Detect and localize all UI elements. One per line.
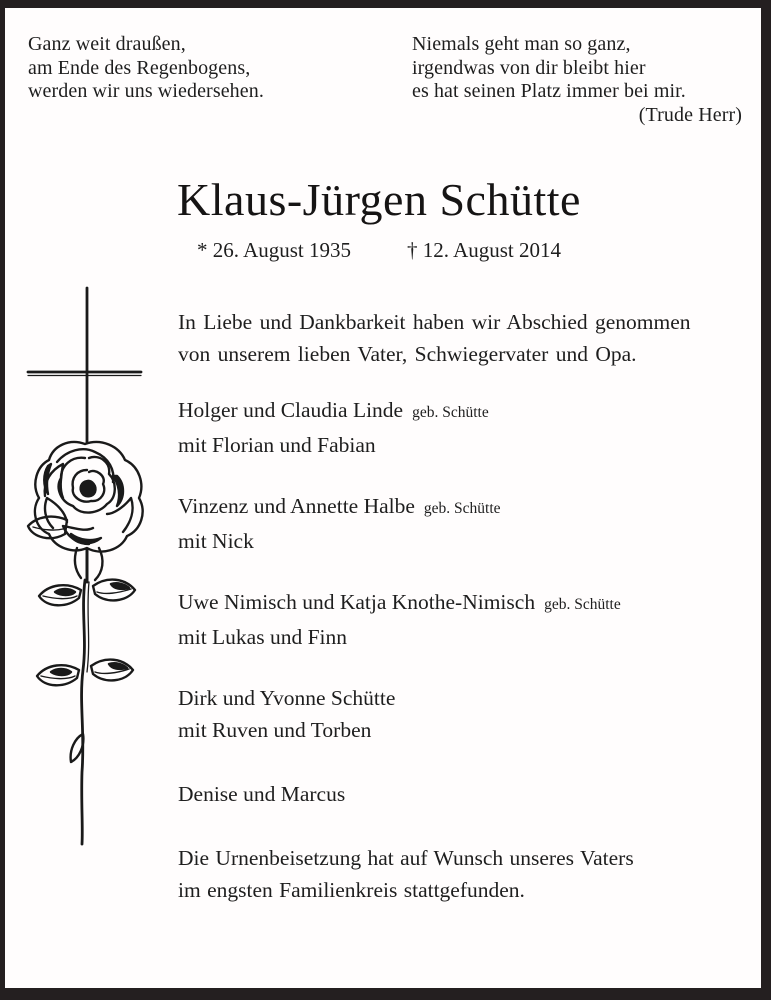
closing-text — [178, 842, 753, 906]
mourner-names: Vinzenz und Annette Halbe — [178, 494, 415, 518]
maiden-name-note: geb. Schütte — [423, 500, 501, 517]
life-dates — [0, 238, 758, 263]
poem-left-line: am Ende des Regenbogens, — [28, 56, 251, 79]
mourner-entry — [178, 586, 753, 653]
mourner-children: mit Nick — [178, 529, 254, 553]
mourner-names: Holger und Claudia Linde — [178, 398, 404, 422]
mourner-names-line — [178, 394, 753, 429]
intro-text — [178, 306, 753, 370]
maiden-name-note: geb. Schütte — [544, 596, 621, 613]
mourner-names-line — [178, 682, 753, 714]
deceased-name: Klaus-Jürgen Schütte — [177, 174, 581, 225]
birth-date: * 26. August 1935 — [196, 238, 351, 262]
mourner-names-line — [178, 490, 753, 525]
mourner-entry — [178, 394, 753, 461]
mourner-names-line — [178, 778, 753, 810]
closing-line: Die Urnenbeisetzung hat auf Wunsch unseres Vaters — [178, 846, 634, 870]
poem-right-line: Niemals geht man so ganz, — [412, 33, 631, 55]
poem-left-line: werden wir uns wiedersehen. — [28, 80, 264, 102]
maiden-name-note: geb. Schütte — [412, 404, 489, 421]
intro-line: In Liebe und Dankbarkeit haben wir Abschied genommen — [178, 310, 691, 334]
intro-line: von unserem lieben Vater, Schwiegervater und Opa. — [178, 342, 637, 366]
mourner-children: mit Florian und Fabian — [178, 433, 376, 457]
closing-line: im engsten Familienkreis stattgefunden. — [178, 878, 525, 902]
mourner-entry — [178, 682, 753, 746]
poem-right-line: irgendwas von dir bleibt hier — [412, 56, 646, 79]
poem-right-line: es hat seinen Platz immer bei mir. — [412, 80, 686, 102]
mourner-entry — [178, 490, 753, 557]
mourner-names-line — [178, 586, 753, 621]
death-date: † 12. August 2014 — [407, 238, 562, 262]
mourner-children: mit Lukas und Finn — [178, 625, 348, 649]
poem-left-line: Ganz weit draußen, — [28, 33, 186, 55]
mourner-entry — [178, 778, 753, 810]
poem-left — [28, 33, 264, 104]
poem-attribution: (Trude Herr) — [638, 103, 742, 126]
mourner-names: Dirk und Yvonne Schütte — [178, 686, 396, 710]
cross-and-rose-icon — [15, 282, 175, 862]
mourner-names: Denise und Marcus — [178, 782, 346, 806]
mourner-names: Uwe Nimisch und Katja Knothe-Nimisch — [178, 590, 536, 614]
mourner-children: mit Ruven und Torben — [178, 718, 372, 742]
poem-right — [412, 33, 742, 127]
